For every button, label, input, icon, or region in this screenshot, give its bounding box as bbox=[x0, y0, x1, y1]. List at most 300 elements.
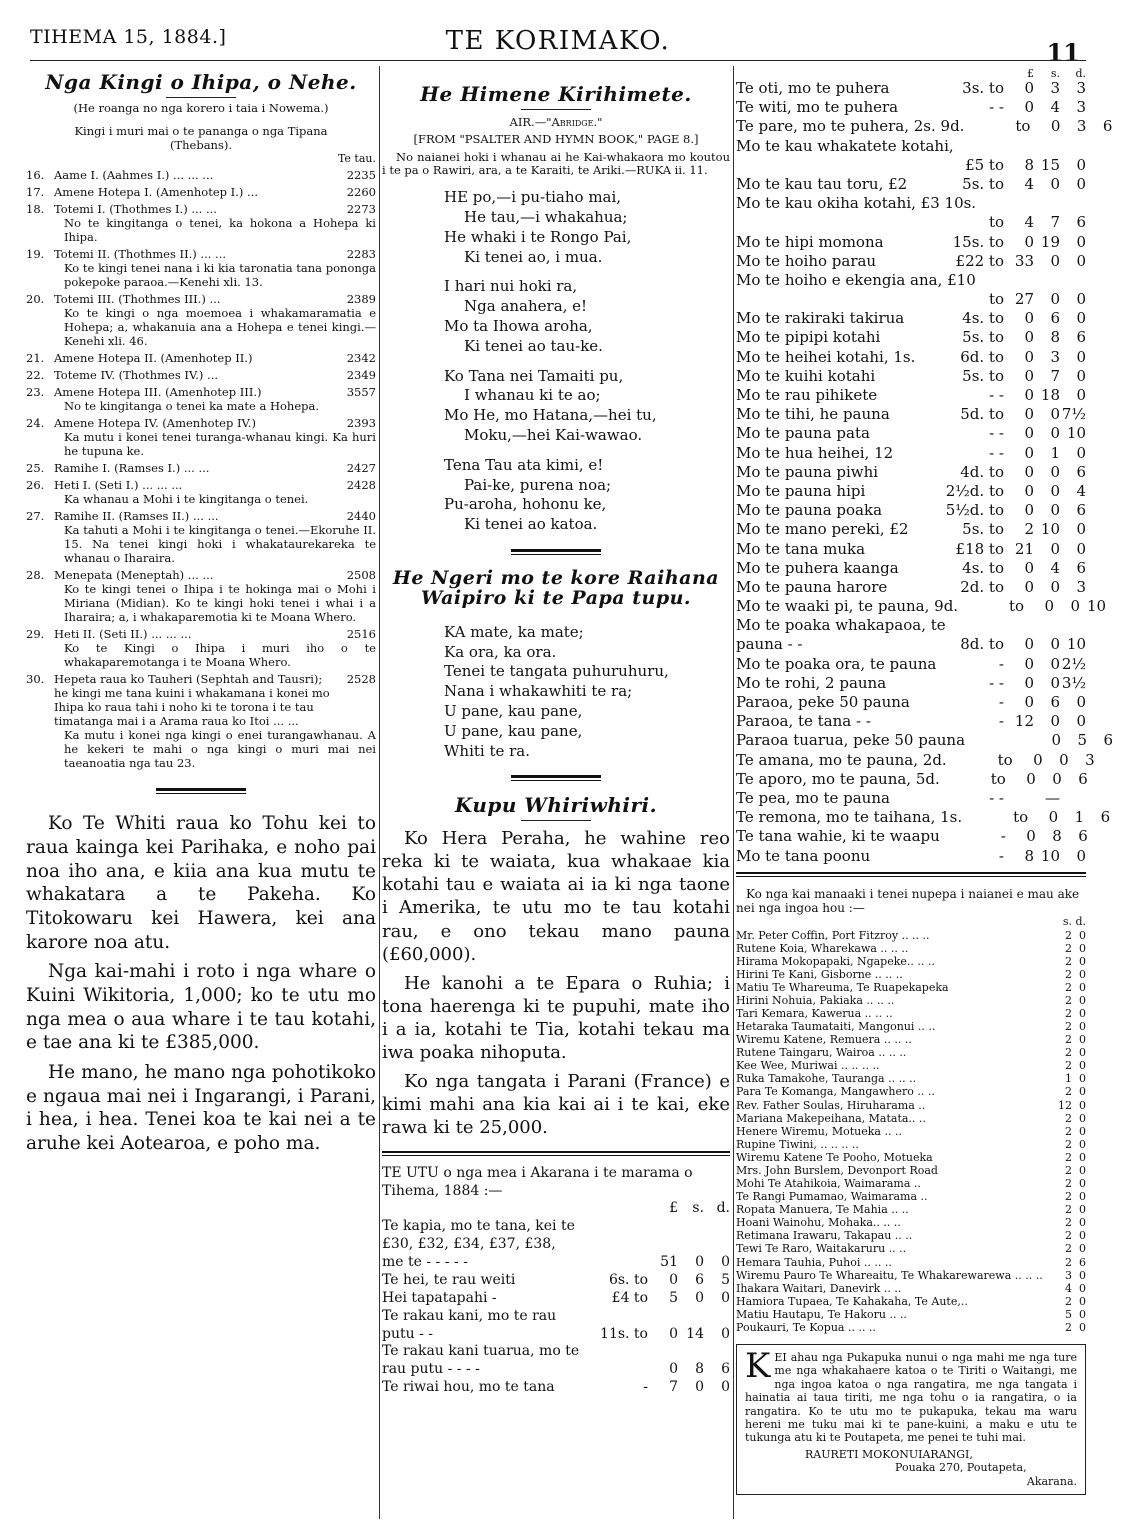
item-shillings: 6 bbox=[695, 1271, 704, 1288]
item-name: Te pea, mo te pauna bbox=[736, 788, 890, 807]
item-shillings: 3 bbox=[1050, 347, 1060, 366]
donor-row bbox=[736, 968, 1086, 981]
item-name: Mo te rau pihikete bbox=[736, 386, 878, 404]
donor-row bbox=[736, 1216, 1086, 1229]
donor-name: Rutene Taingaru, Wairoa .. .. .. bbox=[736, 1046, 907, 1060]
donor-pence: 0 bbox=[1079, 1059, 1086, 1073]
donor-row bbox=[736, 1059, 1086, 1072]
donor-row bbox=[736, 1295, 1086, 1308]
item-shillings: 0 bbox=[1050, 424, 1060, 443]
donor-shillings: 2 bbox=[1065, 928, 1072, 942]
item-pounds: 0 bbox=[1024, 98, 1034, 117]
king-note: Ko te kingi o nga moemoea i whakamaramatia e Hohepa; a, whakanuia ana a Hohepa e tenei kingi.—Kenehi xli. 46. bbox=[64, 305, 376, 348]
hymn-line: Mo He, mo Hatana,—hei tu, bbox=[444, 406, 657, 425]
ad-address-1: Pouaka 270, Poutapeta, bbox=[895, 1461, 1027, 1475]
item-pence bbox=[1068, 616, 1094, 635]
donor-name: Ihakara Waitari, Danevirk .. .. bbox=[736, 1281, 902, 1295]
donor-shillings: 2 bbox=[1065, 1242, 1072, 1256]
item-pounds: 21 bbox=[1014, 539, 1034, 558]
donor-pence: 0 bbox=[1079, 993, 1086, 1007]
item-shillings: 10 bbox=[1040, 846, 1060, 865]
hymn-line: I whanau ki te ao; bbox=[464, 386, 601, 405]
donor-pence: 0 bbox=[1079, 954, 1086, 968]
king-name: Menepata (Meneptah) ... ... bbox=[54, 568, 214, 583]
king-year: 2440 bbox=[346, 509, 376, 524]
king-year: 2428 bbox=[346, 478, 376, 493]
item-pence: 10 bbox=[1066, 424, 1086, 443]
price-row bbox=[382, 1236, 730, 1254]
item-shillings bbox=[1072, 271, 1098, 290]
item-pence: 0 bbox=[1076, 693, 1086, 711]
item-shillings: 0 bbox=[1050, 712, 1060, 731]
donor-row bbox=[736, 1177, 1086, 1190]
item-shillings: 10 bbox=[1040, 520, 1060, 539]
kupu-paragraphs bbox=[382, 827, 730, 1138]
item-name bbox=[736, 290, 938, 309]
masthead-title: TE KORIMAKO. bbox=[445, 26, 671, 56]
item-name: Mo te tana muka bbox=[736, 539, 866, 558]
hymn-line: I hari nui hoki ra, bbox=[444, 277, 578, 296]
donors-list bbox=[736, 915, 1086, 1334]
item-rate bbox=[582, 1308, 652, 1326]
donor-shillings: 2 bbox=[1065, 1294, 1072, 1308]
item-name: Mo te pauna pata bbox=[736, 424, 870, 443]
king-line bbox=[26, 672, 376, 728]
king-entry bbox=[26, 509, 376, 565]
item-shillings bbox=[678, 1343, 704, 1361]
item-name: Mo te pauna hipi bbox=[736, 481, 866, 500]
king-year: 2528 bbox=[346, 672, 376, 687]
donor-shillings: 2 bbox=[1065, 1124, 1072, 1138]
donor-shillings: 1 bbox=[1065, 1072, 1072, 1086]
item-shillings: — bbox=[1045, 788, 1060, 807]
king-year: 2508 bbox=[346, 568, 376, 583]
donor-shillings: 2 bbox=[1065, 1320, 1072, 1334]
item-pounds bbox=[1046, 194, 1072, 213]
king-year: 2516 bbox=[346, 627, 376, 642]
item-pence: 0 bbox=[721, 1289, 730, 1306]
kings-title: Nga Kingi o Ihipa, o Nehe. bbox=[45, 70, 357, 94]
kupu-title: Kupu Whiriwhiri. bbox=[454, 793, 658, 818]
item-rate: 6s. to bbox=[608, 1271, 648, 1288]
donor-pence: 0 bbox=[1079, 1033, 1086, 1047]
issue-date: TIHEMA 15, 1884.] bbox=[30, 26, 227, 48]
donor-shillings: 2 bbox=[1065, 1085, 1072, 1099]
item-name: Mo te mano pereki, £2 bbox=[736, 520, 909, 539]
hymn-line: Pai-ke, purena noa; bbox=[464, 475, 612, 494]
donor-pence: 0 bbox=[1079, 928, 1086, 942]
song-line: U pane, kau pane, bbox=[444, 721, 583, 740]
donor-pence: 0 bbox=[1079, 1320, 1086, 1334]
item-name: Te amana, mo te pauna, 2d. bbox=[736, 750, 947, 769]
item-shillings: 4 bbox=[1050, 558, 1060, 577]
item-pounds: 0 bbox=[1024, 405, 1034, 424]
donor-name: Tari Kemara, Kawerua .. .. .. bbox=[736, 1007, 893, 1021]
item-pence: 2½ bbox=[1061, 654, 1086, 673]
item-pounds: 0 bbox=[1051, 731, 1062, 750]
item-shillings: 8 bbox=[1050, 328, 1060, 347]
item-name: Mo te kau whakatete kotahi, bbox=[736, 136, 954, 155]
col1-paragraphs bbox=[26, 812, 376, 1155]
donor-name: Poukauri, Te Kopua .. .. .. bbox=[736, 1320, 876, 1334]
donor-name: Mariana Makepeihana, Matata.. .. bbox=[736, 1111, 926, 1125]
king-name: Totemi I. (Thothmes I.) ... ... bbox=[54, 201, 217, 216]
king-year: 2349 bbox=[346, 368, 376, 382]
donor-name: Rutene Koia, Wharekawa .. .. .. bbox=[736, 941, 909, 955]
page-header bbox=[30, 18, 1086, 66]
item-pence: 0 bbox=[1076, 366, 1086, 385]
king-name: Ramihe I. (Ramses I.) ... ... bbox=[54, 461, 210, 476]
item-rate: £18 to bbox=[955, 539, 1004, 558]
donor-shillings: 2 bbox=[1065, 1203, 1072, 1217]
king-name: Amene Hotepa II. (Amenhotep II.) bbox=[54, 350, 253, 365]
item-name: Te kapia, mo te tana, kei te bbox=[382, 1218, 575, 1235]
donors-header bbox=[736, 915, 1086, 928]
item-name: Mo te tana poonu bbox=[736, 846, 871, 865]
item-shillings: 7 bbox=[1050, 366, 1060, 385]
king-year: 2273 bbox=[346, 201, 376, 216]
donor-name: Tewi Te Raro, Waitakaruru .. .. bbox=[736, 1242, 907, 1256]
item-rate bbox=[954, 137, 1024, 156]
donor-pence: 0 bbox=[1079, 1020, 1086, 1034]
donor-name: Rev. Father Soulas, Hiruharama .. bbox=[736, 1098, 926, 1112]
king-number: 22. bbox=[26, 368, 45, 382]
price-row bbox=[382, 1308, 730, 1326]
king-line bbox=[26, 202, 376, 216]
price-row bbox=[736, 578, 1086, 597]
song-line: U pane, kau pane, bbox=[444, 702, 583, 720]
item-pounds: 0 bbox=[1033, 750, 1043, 769]
item-pounds: 0 bbox=[1024, 501, 1034, 520]
item-name: Te witi, mo te puhera bbox=[736, 98, 899, 117]
item-name: Te oti, mo te puhera bbox=[736, 79, 890, 97]
price-row bbox=[736, 750, 1095, 770]
item-pence: 6 bbox=[1103, 731, 1114, 750]
hymn-note: No naianei hoki i whanau ai he Kai-whakaora mo koutou i te pa o Rawiri, ara, a te Karaiti, te Ariki.—RUKA ii. 11. bbox=[382, 149, 730, 178]
king-line bbox=[26, 185, 376, 199]
donor-name: Wiremu Katene, Remuera .. .. .. bbox=[736, 1033, 912, 1047]
item-rate: 4d. to bbox=[960, 462, 1004, 481]
price-row bbox=[736, 712, 1086, 731]
donor-pence: 0 bbox=[1079, 1007, 1086, 1021]
item-rate: to bbox=[990, 769, 1006, 788]
item-name: Mo te hua heihei, 12 bbox=[736, 443, 894, 462]
hymn-line: He tau,—i whakahua; bbox=[464, 207, 628, 226]
donor-name: Rupine Tiwini, .. .. .. .. bbox=[736, 1137, 859, 1151]
item-name: Mo te pauna piwhi bbox=[736, 462, 879, 481]
king-line bbox=[26, 509, 376, 523]
king-name: Totemi III. (Thothmes III.) ... bbox=[54, 291, 221, 306]
item-rate: - bbox=[998, 693, 1004, 711]
price-row bbox=[382, 1343, 730, 1361]
king-line bbox=[26, 247, 376, 261]
hymn-title: He Himene Kirihimete. bbox=[420, 82, 692, 106]
item-name: Paraoa, te tana - - bbox=[736, 712, 871, 731]
section-rule bbox=[156, 788, 246, 794]
king-number: 17. bbox=[26, 184, 45, 199]
item-name: Mo te tihi, he pauna bbox=[736, 405, 890, 424]
king-name: Amene Hotepa I. (Amenhotep I.) ... bbox=[54, 184, 258, 199]
king-line bbox=[26, 351, 376, 365]
donor-pence: 0 bbox=[1079, 1281, 1086, 1295]
kings-list bbox=[26, 168, 376, 771]
item-name: Mo te poaka whakapaoa, te bbox=[736, 616, 946, 635]
hymn-stanza bbox=[382, 188, 730, 267]
price-row bbox=[736, 233, 1086, 252]
donor-name: Hirini Nohuia, Pakiaka .. .. .. bbox=[736, 993, 895, 1007]
price-row bbox=[382, 1272, 730, 1290]
donor-row bbox=[736, 942, 1086, 955]
price-row bbox=[736, 156, 1086, 175]
item-pence: 6 bbox=[1102, 117, 1113, 136]
item-rate: - - bbox=[989, 673, 1004, 692]
item-pence: 0 bbox=[1076, 232, 1086, 251]
item-shillings: 6 bbox=[1050, 693, 1060, 711]
item-pence: 0 bbox=[1076, 155, 1086, 174]
item-name: Te tana wahie, ki te waapu bbox=[736, 827, 940, 846]
item-rate bbox=[946, 616, 1016, 635]
title-rule bbox=[166, 97, 236, 98]
hymn-line: Ki tenei ao tau-ke. bbox=[464, 336, 603, 355]
item-rate: - - bbox=[989, 386, 1004, 404]
item-pounds: 0 bbox=[1024, 328, 1034, 347]
item-shillings bbox=[1050, 137, 1076, 156]
hymn-line: Mo ta Ihowa aroha, bbox=[444, 316, 593, 335]
item-rate: 5s. to bbox=[962, 174, 1004, 193]
donor-row bbox=[736, 1020, 1086, 1033]
king-entry bbox=[26, 292, 376, 348]
item-rate bbox=[976, 194, 1046, 213]
hymn-line: HE po,—i pu-tiaho mai, bbox=[444, 188, 622, 207]
price-row bbox=[736, 194, 1086, 213]
donor-shillings: 2 bbox=[1065, 980, 1072, 994]
king-name: Totemi II. (Thothmes II.) ... ... bbox=[54, 246, 227, 261]
king-note: Ko te kingi tenei o Ihipa i te hokinga mai o Mohi i Miriana (Midian). Ko te kingi hoki tenei i whai i a Iharaira; a, i whakaparemotia ki te Moana Whero. bbox=[64, 582, 376, 625]
item-rate: 5½d. to bbox=[945, 501, 1004, 520]
king-line bbox=[26, 385, 376, 399]
donor-name: Retimana Irawaru, Takapau .. .. bbox=[736, 1229, 913, 1243]
donor-row bbox=[736, 1151, 1086, 1164]
item-pounds: 0 bbox=[1024, 232, 1034, 251]
item-pence: 0 bbox=[1076, 251, 1086, 270]
item-shillings: 4 bbox=[1050, 98, 1060, 117]
item-pounds: 0 bbox=[1024, 79, 1034, 97]
item-pence: 6 bbox=[1100, 808, 1111, 827]
donor-name: Wiremu Pauro Te Whareaitu, Te Whakarewarewa .. .. .. bbox=[736, 1268, 1043, 1282]
table-header bbox=[382, 1200, 730, 1218]
kupu-paragraph: Ko Hera Peraha, he wahine reo reka ki te waiata, kua whakaae kia kotahi tau e waiata ai ia ki nga taone i Amerika, te utu mo te tau kotahi rau, e ono tekau mano pauna (£60,000). bbox=[382, 828, 730, 965]
hymn-line: Ki tenei ao, i mua. bbox=[464, 247, 603, 266]
item-pence: 0 bbox=[1076, 520, 1086, 539]
item-pence: 6 bbox=[1076, 462, 1086, 481]
king-name: Toteme IV. (Thothmes IV.) ... bbox=[54, 368, 219, 382]
header-pence: d. bbox=[1075, 67, 1086, 80]
item-rate: 5s. to bbox=[962, 366, 1004, 385]
price-row bbox=[736, 79, 1086, 98]
section-rule bbox=[382, 1151, 730, 1156]
donor-row bbox=[736, 1269, 1086, 1282]
item-rate: 11s. to bbox=[600, 1325, 648, 1342]
price-row bbox=[382, 1218, 730, 1236]
king-number: 28. bbox=[26, 568, 45, 583]
item-pounds: 0 bbox=[1024, 424, 1034, 443]
song-title: He Ngeri mo te kore Raihana Waipiro ki te Papa tupu. bbox=[392, 566, 720, 609]
item-rate: to bbox=[988, 290, 1004, 309]
item-pounds: 0 bbox=[1024, 635, 1034, 654]
section-rule bbox=[511, 775, 601, 781]
donor-pence: 0 bbox=[1079, 1242, 1086, 1256]
donor-pence: 0 bbox=[1079, 1177, 1086, 1191]
king-number: 23. bbox=[26, 385, 45, 400]
donor-pence: 0 bbox=[1079, 1294, 1086, 1308]
song-line: Nana i whakawhiti te ra; bbox=[444, 682, 633, 701]
prices-header bbox=[736, 68, 1086, 79]
price-list bbox=[736, 79, 1114, 866]
donor-shillings: 12 bbox=[1058, 1098, 1072, 1112]
king-name: Hepeta raua ko Tauheri (Sephtah and Tausri); he kingi me tana kuini i whakamana i konei mo Ihipa ko raua tahi i noho ki te torona i te tau timatanga mai i a Arama raua ko Itoi ... ... bbox=[54, 672, 330, 729]
king-year: 2260 bbox=[346, 184, 376, 199]
king-name: Heti II. (Seti II.) ... ... ... bbox=[54, 627, 192, 642]
donor-pence: 0 bbox=[1079, 1216, 1086, 1230]
donor-pence: 0 bbox=[1079, 1163, 1086, 1177]
item-rate: - bbox=[643, 1379, 648, 1396]
item-rate: 3s. to bbox=[962, 79, 1004, 97]
item-pounds: 4 bbox=[1024, 174, 1034, 193]
item-pence: 6 bbox=[1078, 769, 1088, 788]
item-pence: 6 bbox=[1076, 328, 1086, 347]
item-pounds: 0 bbox=[1024, 693, 1034, 711]
price-row bbox=[736, 463, 1086, 482]
item-pounds: 5 bbox=[669, 1289, 678, 1306]
king-name: Ramihe II. (Ramses II.) ... ... bbox=[54, 509, 219, 524]
table-rows bbox=[382, 1218, 730, 1397]
price-row bbox=[382, 1361, 730, 1379]
item-shillings: 0 bbox=[1050, 405, 1060, 424]
item-shillings bbox=[1072, 194, 1098, 213]
item-pounds bbox=[652, 1218, 678, 1236]
king-number: 18. bbox=[26, 201, 45, 216]
item-name: Te riwai hou, mo te tana bbox=[382, 1379, 555, 1396]
item-pence: 10 bbox=[1066, 635, 1086, 654]
item-pounds: 0 bbox=[1024, 558, 1034, 577]
item-name: pauna - - bbox=[736, 635, 803, 654]
item-name: Mo te pauna harore bbox=[736, 577, 888, 596]
item-pence bbox=[1098, 194, 1124, 213]
donor-shillings: 2 bbox=[1065, 1216, 1072, 1230]
item-name: Mo te rakiraki takirua bbox=[736, 309, 905, 328]
item-pence: 0 bbox=[1076, 290, 1086, 309]
king-year: 2427 bbox=[346, 461, 376, 476]
donor-row bbox=[736, 994, 1086, 1007]
item-shillings: 0 bbox=[1050, 577, 1060, 596]
donor-pence: 0 bbox=[1079, 1137, 1086, 1151]
item-shillings: 0 bbox=[1050, 673, 1060, 692]
column-right bbox=[736, 67, 1114, 1521]
header-shillings: s. bbox=[692, 1200, 704, 1217]
news-paragraph: Ko Te Whiti raua ko Tohu kei to raua kainga kei Parihaka, e noho pai noa iho ana, e kiia ana kua mutu te whakatara a te Pakeha. Ko Titokowaru kei Hawera, kei ana karore noa atu. bbox=[26, 813, 376, 953]
donor-shillings: 2 bbox=[1065, 1163, 1072, 1177]
price-row bbox=[736, 559, 1086, 578]
item-rate: - bbox=[1000, 827, 1006, 846]
item-pounds: 0 bbox=[1024, 386, 1034, 404]
donor-name: Hirama Mokopapaki, Ngapeke.. .. .. bbox=[736, 954, 935, 968]
item-pounds: 7 bbox=[669, 1379, 678, 1396]
donor-shillings: 2 bbox=[1065, 1020, 1072, 1034]
hymn-stanza bbox=[382, 277, 730, 356]
item-name: Te rakau kani tuarua, mo te bbox=[382, 1343, 580, 1360]
item-rate: £4 to bbox=[611, 1289, 648, 1306]
item-pounds: 8 bbox=[1024, 846, 1034, 865]
item-pence: 6 bbox=[1076, 558, 1086, 577]
donor-shillings: 2 bbox=[1065, 1229, 1072, 1243]
item-shillings: 1 bbox=[1050, 443, 1060, 462]
item-shillings: 0 bbox=[1050, 251, 1060, 270]
price-row bbox=[736, 348, 1086, 367]
king-entry bbox=[26, 168, 376, 182]
item-pounds: 2 bbox=[1024, 520, 1034, 539]
king-number: 19. bbox=[26, 246, 45, 261]
item-pence bbox=[1098, 271, 1124, 290]
donor-row bbox=[736, 1229, 1086, 1242]
price-row bbox=[736, 367, 1086, 386]
item-pence: 3 bbox=[1076, 98, 1086, 117]
donor-pence: 0 bbox=[1079, 1124, 1086, 1138]
price-row bbox=[736, 328, 1086, 347]
item-name: Hei tapatapahi - bbox=[382, 1289, 497, 1306]
donor-row bbox=[736, 1046, 1086, 1059]
donor-name: Hetaraka Taumataiti, Mangonui .. .. bbox=[736, 1020, 936, 1034]
king-line bbox=[26, 416, 376, 430]
item-pence: 0 bbox=[721, 1253, 730, 1270]
donor-row bbox=[736, 1308, 1086, 1321]
king-entry bbox=[26, 247, 376, 289]
donor-shillings: 4 bbox=[1065, 1281, 1072, 1295]
donor-row bbox=[736, 929, 1086, 942]
item-shillings: 3 bbox=[1050, 79, 1060, 97]
donor-row bbox=[736, 1190, 1086, 1203]
price-row bbox=[736, 98, 1086, 117]
item-pence: 6 bbox=[1076, 501, 1086, 520]
item-name: rau putu - - - - bbox=[382, 1361, 480, 1378]
item-rate: to bbox=[988, 213, 1004, 232]
donor-row bbox=[736, 1072, 1086, 1085]
column-middle bbox=[382, 68, 730, 1521]
item-rate: to bbox=[1009, 597, 1025, 616]
item-name: Paraoa tuarua, peke 50 pauna bbox=[736, 731, 966, 750]
king-number: 30. bbox=[26, 672, 45, 687]
donor-row bbox=[736, 1138, 1086, 1151]
hymn-stanza bbox=[382, 367, 730, 446]
hymn-line: Tena Tau ata kimi, e! bbox=[444, 455, 604, 474]
item-shillings: 0 bbox=[695, 1253, 704, 1270]
donor-shillings: 3 bbox=[1065, 1268, 1072, 1282]
item-rate: - - bbox=[989, 98, 1004, 117]
king-number: 24. bbox=[26, 416, 45, 431]
item-shillings: 0 bbox=[1050, 539, 1060, 558]
donor-pence: 0 bbox=[1079, 1098, 1086, 1112]
item-pence bbox=[1060, 789, 1086, 808]
item-rate: 6d. to bbox=[960, 347, 1004, 366]
king-number: 20. bbox=[26, 291, 45, 306]
item-pence bbox=[704, 1218, 730, 1236]
item-pounds: 0 bbox=[669, 1271, 678, 1288]
table-intro: TE UTU o nga mea i Akarana i te marama o Tihema, 1884 :— bbox=[382, 1164, 693, 1199]
item-name: Mo te kau okiha kotahi, £3 10s. bbox=[736, 194, 977, 213]
item-rate: 5d. to bbox=[960, 405, 1004, 424]
item-pence: 7½ bbox=[1061, 405, 1086, 424]
item-pounds bbox=[1024, 137, 1050, 156]
king-line bbox=[26, 478, 376, 492]
